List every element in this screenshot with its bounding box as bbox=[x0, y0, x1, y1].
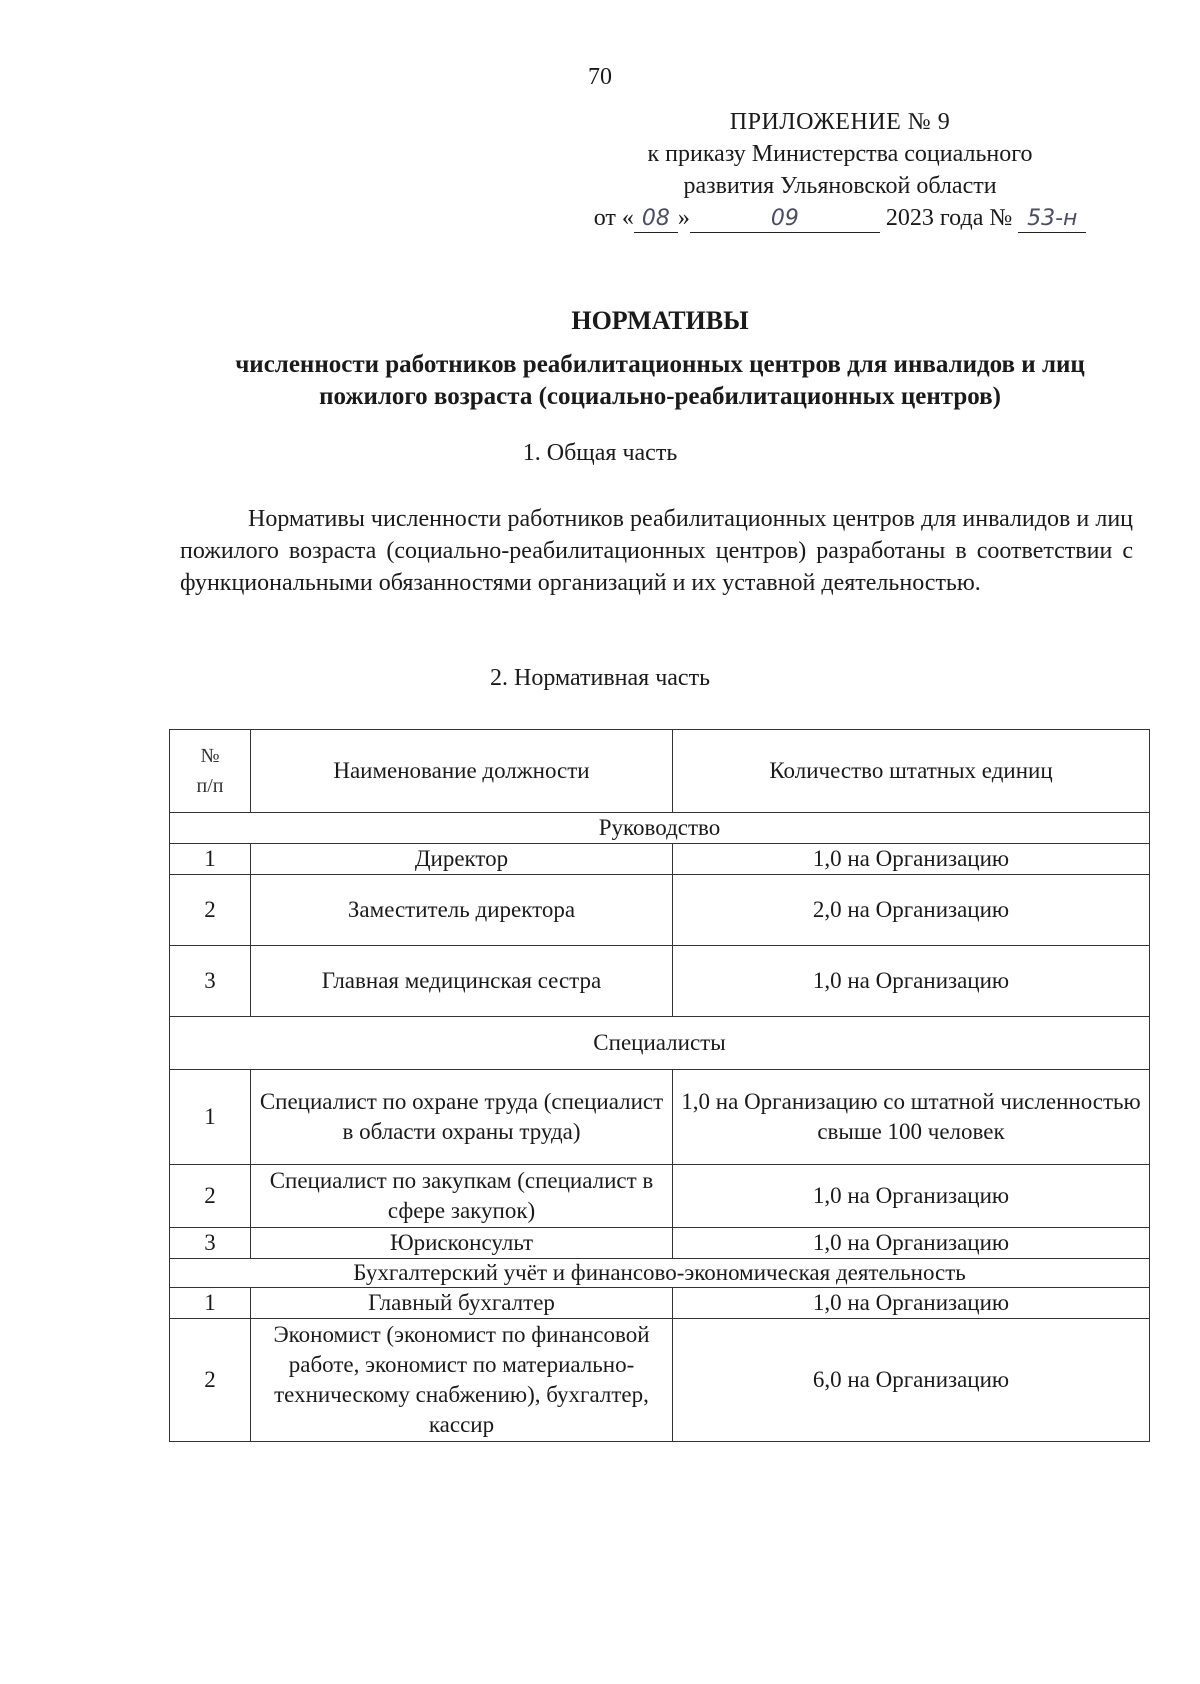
document-title bbox=[180, 305, 1140, 413]
header-number: № п/п bbox=[170, 730, 251, 813]
group-header-management: Руководство bbox=[170, 813, 1150, 844]
handwritten-month: 09 bbox=[690, 206, 880, 233]
norms-table bbox=[169, 729, 1150, 1442]
group-header-accounting: Бухгалтерский учёт и финансово-экономическая деятельность bbox=[170, 1259, 1150, 1288]
order-date-line bbox=[560, 202, 1120, 234]
handwritten-day: 08 bbox=[634, 206, 678, 233]
table-row: 3 Главная медицинская сестра 1,0 на Организацию bbox=[170, 946, 1150, 1017]
table-header-row bbox=[170, 730, 1150, 813]
appendix-line-1: к приказу Министерства социального bbox=[647, 141, 1033, 167]
table-row: 2 Специалист по закупкам (специалист в сфере закупок) 1,0 на Организацию bbox=[170, 1165, 1150, 1228]
date-prefix: от « bbox=[593, 205, 634, 231]
page-number: 70 bbox=[588, 64, 612, 90]
section-1-heading: 1. Общая часть bbox=[522, 440, 678, 466]
header-position: Наименование должности bbox=[251, 730, 673, 813]
year-text: 2023 года № bbox=[885, 205, 1013, 231]
table-row: 1 Главный бухгалтер 1,0 на Организацию bbox=[170, 1288, 1150, 1319]
table-row: 1 Специалист по охране труда (специалист в области охраны труда) 1,0 на Организацию со штатной численностью свыше 100 человек bbox=[170, 1070, 1150, 1165]
table-row: 2 Экономист (экономист по финансовой работе, экономист по материально-техническому снабжению), бухгалтер, кассир 6,0 на Организацию bbox=[170, 1319, 1150, 1442]
appendix-block bbox=[560, 106, 1120, 234]
title-subtitle: численности работников реабилитационных центров для инвалидов и лиц пожилого возраста (социально-реабилитационных центров) bbox=[235, 351, 1085, 410]
header-quantity: Количество штатных единиц bbox=[673, 730, 1150, 813]
group-header-specialists: Специалисты bbox=[170, 1017, 1150, 1070]
appendix-line-2: развития Ульяновской области bbox=[683, 173, 997, 199]
table-row: 1 Директор 1,0 на Организацию bbox=[170, 844, 1150, 875]
title-main: НОРМАТИВЫ bbox=[571, 306, 749, 335]
section-1-paragraph: Нормативы численности работников реабилитационных центров для инвалидов и лиц пожилого возраста (социально-реабилитационных центров) разработаны в соответствии с функциональными обязанностями организаций и их уставной деятельностью. bbox=[180, 506, 1133, 596]
table-row: 2 Заместитель директора 2,0 на Организацию bbox=[170, 875, 1150, 946]
table-row: 3 Юрисконсульт 1,0 на Организацию bbox=[170, 1228, 1150, 1259]
appendix-title: ПРИЛОЖЕНИЕ № 9 bbox=[729, 109, 951, 135]
section-2-heading: 2. Нормативная часть bbox=[489, 665, 711, 691]
date-mid: » bbox=[677, 205, 690, 231]
handwritten-order-number: 53-н bbox=[1018, 206, 1086, 233]
